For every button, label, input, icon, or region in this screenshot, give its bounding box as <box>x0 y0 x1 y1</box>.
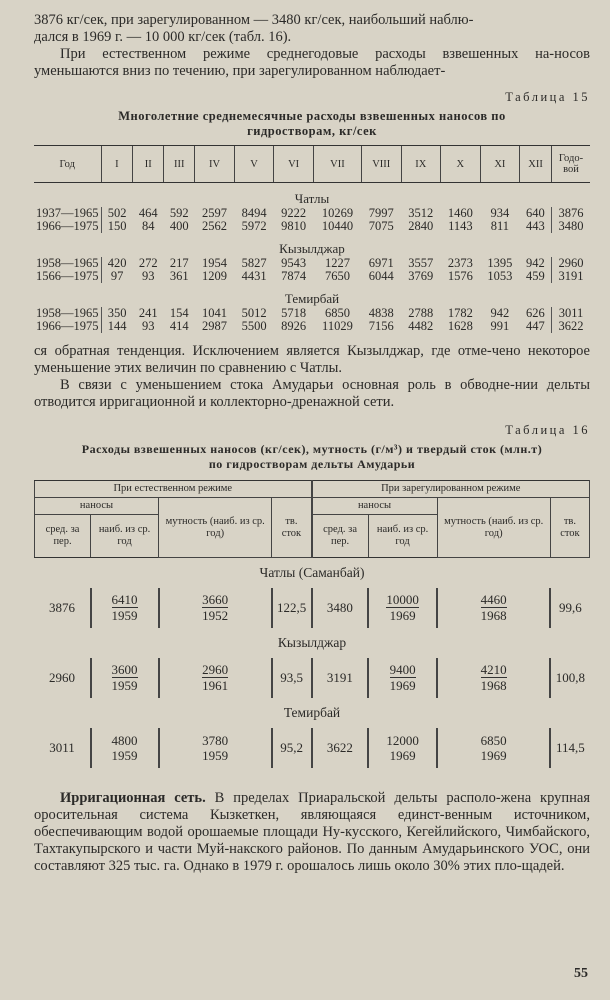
turbidity-value <box>202 592 228 623</box>
value-cell: 3622 <box>552 320 591 333</box>
solid-flow-cell: 93,5 <box>272 658 312 698</box>
value-cell: 991 <box>490 319 510 333</box>
turbidity-year: 1968 <box>480 608 507 623</box>
value-cell: 7075 <box>368 219 394 233</box>
value-cell: 447 <box>525 319 545 333</box>
max-value <box>390 662 416 693</box>
col-header: II <box>133 146 164 183</box>
value-cell: 5012 <box>241 306 267 320</box>
turbidity-cell <box>437 588 550 628</box>
value-cell: 420 <box>101 257 133 270</box>
table15-section-row <box>34 283 590 307</box>
col-header: Год <box>34 146 101 183</box>
table-row <box>35 588 590 628</box>
value-cell: 942 <box>490 306 510 320</box>
value-cell: 3512 <box>408 206 434 220</box>
turbidity-year: 1968 <box>480 678 507 693</box>
value-cell: 502 <box>101 207 133 220</box>
max-value <box>112 733 138 763</box>
value-cell: 93 <box>141 269 155 283</box>
value-cell: 5827 <box>241 256 267 270</box>
max-cell <box>91 588 159 628</box>
avg-header: сред. за пер. <box>312 515 369 558</box>
value-cell: 6971 <box>368 256 394 270</box>
station-name: Чатлы (Саманбай) <box>259 565 365 580</box>
col-header: XII <box>520 146 552 183</box>
table16 <box>34 480 590 768</box>
value-cell: 7156 <box>368 319 394 333</box>
value-cell: 1395 <box>487 256 513 270</box>
solid-flow-header: тв. сток <box>272 498 312 558</box>
turbidity-value <box>481 733 507 763</box>
station-name: Темирбай <box>283 705 341 720</box>
max-number: 3600 <box>111 662 138 677</box>
value-cell: 10440 <box>321 219 354 233</box>
col-header: I <box>101 146 133 183</box>
value-cell: 7650 <box>324 269 350 283</box>
intro-text <box>34 12 590 46</box>
sediments-header: наносы <box>312 498 438 515</box>
value-cell: 9543 <box>281 256 307 270</box>
table16-title-line2: по гидростворам дельты Амударьи <box>208 457 416 471</box>
middle-paragraph-2: В связи с уменьшением стока Амударьи основная роль в обводне-нии дельты отводится ирригационной и коллекторно-дренажной сети. <box>34 377 590 410</box>
solid-flow-cell: 100,8 <box>550 658 589 698</box>
value-cell: 1576 <box>447 269 473 283</box>
value-cell: 3769 <box>408 269 434 283</box>
value-cell: 3011 <box>552 307 591 320</box>
station-name: Кызылджар <box>279 241 345 256</box>
max-number: 10000 <box>386 592 419 607</box>
max-number: 9400 <box>389 662 416 677</box>
value-cell: 1227 <box>324 256 350 270</box>
value-cell: 626 <box>525 306 545 320</box>
value-cell: 640 <box>525 206 545 220</box>
max-number: 12000 <box>386 732 419 748</box>
col-header: X <box>441 146 481 183</box>
col-header: V <box>234 146 274 183</box>
value-cell: 3876 <box>552 207 591 220</box>
table15-title-line2: гидростворам, кг/сек <box>247 124 377 138</box>
station-name: Чатлы <box>294 191 330 206</box>
table16-header-sediments <box>35 498 590 515</box>
station-name: Темирбай <box>284 291 340 306</box>
avg-cell: 2960 <box>49 670 76 685</box>
avg-cell: 3480 <box>312 588 369 628</box>
value-cell: 8494 <box>241 206 267 220</box>
table15-section-row <box>34 183 590 208</box>
max-value <box>112 592 138 623</box>
table15-section-row <box>34 233 590 257</box>
table16-section-row <box>35 558 590 589</box>
max-header: наиб. из ср. год <box>91 515 159 558</box>
table16-section-row <box>35 698 590 728</box>
value-cell: 942 <box>525 256 545 270</box>
value-cell: 4482 <box>408 319 434 333</box>
turbidity-number: 4460 <box>480 592 507 607</box>
col-header: XI <box>480 146 520 183</box>
value-cell: 5972 <box>241 219 267 233</box>
turbidity-cell <box>159 728 272 768</box>
value-cell: 10269 <box>321 206 354 220</box>
value-cell: 1209 <box>202 269 228 283</box>
value-cell: 361 <box>169 269 189 283</box>
value-cell: 350 <box>101 307 133 320</box>
max-cell <box>368 728 437 768</box>
table-row <box>35 658 590 698</box>
value-cell: 400 <box>169 219 189 233</box>
regulated-regime-header: При зарегулированном режиме <box>312 481 590 498</box>
middle-paragraph-1: ся обратная тенденция. Исключением является Кызылджар, где отме-чено некоторое уменьшение этих величин по сравнению с Чатлы. <box>34 343 590 376</box>
value-cell: 4838 <box>368 306 394 320</box>
max-number: 6410 <box>111 592 138 607</box>
value-cell: 7997 <box>368 206 394 220</box>
value-cell: 3191 <box>552 270 591 283</box>
value-cell: 93 <box>141 319 155 333</box>
value-cell: 592 <box>169 206 189 220</box>
max-cell <box>368 588 437 628</box>
value-cell: 464 <box>138 206 158 220</box>
col-header: VI <box>274 146 314 183</box>
table16-title-line1: Расходы взвешенных наносов (кг/сек), мутность (г/м³) и твердый сток (млн.т) <box>81 442 543 456</box>
max-value <box>112 662 138 693</box>
station-name: Кызылджар <box>277 635 347 650</box>
closing-text: В пределах Приаральской дельты располо-жена крупная оросительная система Кызкеткен, являющаяся единст-венным источником, обеспечивающим водой орошаемые площади Ну-кусского, Кегейлийского, Чимбайского, Тахтакупырского и части Муй-накского районов. По данным Амударьинского УОС, они составляют 325 тыс. га. Однако в 1979 г. орошалось лишь около 30% этих пло-щадей. <box>34 790 591 874</box>
intro-line-2: дался в 1969 г. — 10 000 кг/сек (табл. 16). <box>34 29 292 45</box>
value-cell: 241 <box>138 306 158 320</box>
value-cell: 1053 <box>487 269 513 283</box>
value-cell: 2788 <box>408 306 434 320</box>
table-row <box>34 220 590 233</box>
value-cell: 1628 <box>447 319 473 333</box>
turbidity-number: 6850 <box>480 732 507 748</box>
table15-label: Таблица 15 <box>505 90 590 104</box>
page-number: 55 <box>574 966 588 981</box>
value-cell: 2960 <box>552 257 591 270</box>
solid-flow-cell: 114,5 <box>550 728 589 768</box>
value-cell: 144 <box>101 320 133 333</box>
value-cell: 1041 <box>202 306 228 320</box>
value-cell: 217 <box>169 256 189 270</box>
value-cell: 8926 <box>281 319 307 333</box>
solid-flow-cell: 95,2 <box>272 728 312 768</box>
table16-label: Таблица 16 <box>505 423 590 437</box>
period-cell: 1566—1975 <box>36 269 99 283</box>
table15-title-line1: Многолетние среднемесячные расходы взвешенных наносов по <box>118 109 506 123</box>
value-cell: 9222 <box>281 206 307 220</box>
col-header: VII <box>313 146 361 183</box>
sediments-header: наносы <box>35 498 159 515</box>
value-cell: 1143 <box>448 219 473 233</box>
closing-paragraph <box>34 790 590 875</box>
table15-title <box>34 109 590 139</box>
avg-cell: 3876 <box>49 600 76 615</box>
value-cell: 9810 <box>281 219 307 233</box>
value-cell: 1782 <box>447 306 473 320</box>
col-header: VIII <box>361 146 401 183</box>
table-row <box>34 320 590 333</box>
table16-section-row <box>35 628 590 658</box>
table15-header-row <box>34 146 590 183</box>
value-cell: 150 <box>101 220 133 233</box>
value-cell: 4431 <box>241 269 267 283</box>
max-year: 1969 <box>389 608 416 623</box>
max-cell <box>368 658 437 698</box>
max-year: 1969 <box>389 678 416 693</box>
max-value <box>386 592 419 623</box>
turbidity-cell <box>437 658 550 698</box>
turbidity-year: 1959 <box>202 747 229 763</box>
solid-flow-cell: 122,5 <box>272 588 312 628</box>
col-header: Годо-вой <box>552 146 591 183</box>
max-year: 1959 <box>111 608 138 623</box>
turbidity-number: 3660 <box>202 592 229 607</box>
value-cell: 84 <box>141 219 155 233</box>
value-cell: 811 <box>490 219 510 233</box>
value-cell: 272 <box>138 256 158 270</box>
turbidity-cell <box>437 728 550 768</box>
value-cell: 2987 <box>202 319 228 333</box>
value-cell: 3557 <box>408 256 434 270</box>
solid-flow-header: тв. сток <box>550 498 589 558</box>
value-cell: 7874 <box>281 269 307 283</box>
value-cell: 3480 <box>552 220 591 233</box>
max-header: наиб. из ср. год <box>368 515 437 558</box>
period-cell: 1966—1975 <box>36 219 99 233</box>
col-header: III <box>164 146 195 183</box>
value-cell: 1460 <box>447 206 473 220</box>
closing-heading: Ирригационная сеть. <box>60 790 206 806</box>
value-cell: 6850 <box>324 306 350 320</box>
turbidity-year: 1961 <box>202 678 229 693</box>
intro-line-1: 3876 кг/сек, при зарегулированном — 3480 кг/сек, наибольший наблю- <box>34 12 474 28</box>
table16-title <box>34 442 590 472</box>
turbidity-year: 1969 <box>480 747 507 763</box>
value-cell: 154 <box>169 306 189 320</box>
value-cell: 11029 <box>322 319 353 333</box>
period-cell: 1966—1975 <box>36 319 99 333</box>
value-cell: 2840 <box>408 219 434 233</box>
intro-paragraph: При естественном режиме среднегодовые расходы взвешенных на-носов уменьшаются вниз по течению, при зарегулированном наблюдает- <box>34 46 590 79</box>
turbidity-value <box>481 592 507 623</box>
col-header: IX <box>401 146 441 183</box>
table-row <box>34 270 590 283</box>
value-cell: 1954 <box>202 256 228 270</box>
turbidity-header: мутность (наиб. из ср. год) <box>437 498 550 558</box>
avg-cell: 3011 <box>49 740 75 755</box>
value-cell: 5500 <box>241 319 267 333</box>
value-cell: 5718 <box>281 306 307 320</box>
turbidity-number: 3780 <box>202 732 229 748</box>
period-cell: 1937—1965 <box>36 206 99 220</box>
table16-header-regimes <box>35 481 590 498</box>
value-cell: 459 <box>525 269 545 283</box>
turbidity-number: 2960 <box>202 662 229 677</box>
solid-flow-cell: 99,6 <box>550 588 589 628</box>
natural-regime-header: При естественном режиме <box>35 481 312 498</box>
value-cell: 2597 <box>202 206 228 220</box>
max-cell <box>91 728 159 768</box>
turbidity-year: 1952 <box>202 608 229 623</box>
avg-cell: 3622 <box>312 728 369 768</box>
col-header: IV <box>195 146 235 183</box>
value-cell: 443 <box>525 219 545 233</box>
turbidity-value <box>202 733 228 763</box>
turbidity-number: 4210 <box>480 662 507 677</box>
max-year: 1959 <box>111 747 138 763</box>
value-cell: 2562 <box>202 219 228 233</box>
turbidity-cell <box>159 588 272 628</box>
value-cell: 2373 <box>447 256 473 270</box>
turbidity-value <box>202 662 228 693</box>
max-year: 1959 <box>111 678 138 693</box>
max-value <box>386 733 419 763</box>
max-cell <box>91 658 159 698</box>
avg-cell: 3191 <box>312 658 369 698</box>
max-year: 1969 <box>389 747 416 763</box>
table15 <box>34 145 590 333</box>
value-cell: 6044 <box>368 269 394 283</box>
turbidity-cell <box>159 658 272 698</box>
value-cell: 934 <box>490 206 510 220</box>
period-cell: 1958—1965 <box>36 256 99 270</box>
value-cell: 414 <box>169 319 189 333</box>
max-number: 4800 <box>111 732 138 748</box>
value-cell: 97 <box>101 270 133 283</box>
turbidity-header: мутность (наиб. из ср. год) <box>159 498 272 558</box>
table-row <box>35 728 590 768</box>
avg-header: сред. за пер. <box>35 515 91 558</box>
turbidity-value <box>481 662 507 693</box>
period-cell: 1958—1965 <box>36 306 99 320</box>
